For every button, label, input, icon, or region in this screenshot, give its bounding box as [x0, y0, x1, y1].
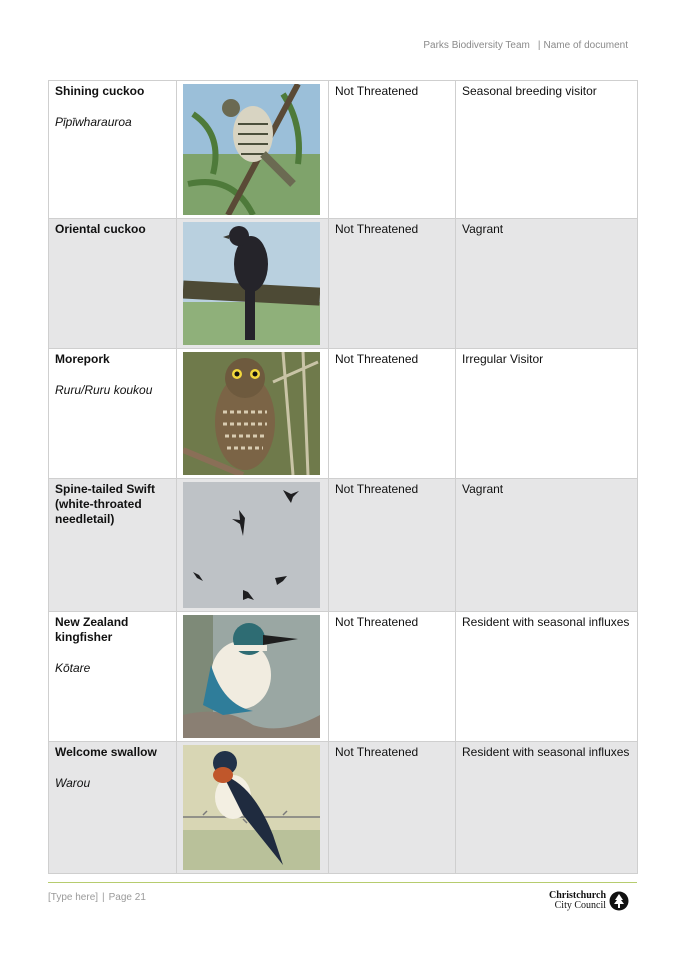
status-cell: Not Threatened — [329, 81, 456, 219]
photo-cell — [177, 349, 329, 479]
status-cell: Not Threatened — [329, 219, 456, 349]
photo-cell — [177, 219, 329, 349]
header-team: Parks Biodiversity Team — [423, 40, 530, 51]
council-logo — [549, 891, 629, 911]
morepork-photo — [183, 352, 320, 475]
name-cell — [49, 612, 177, 742]
photo-cell — [177, 479, 329, 612]
common-name: Oriental cuckoo — [55, 222, 146, 236]
common-name: Morepork — [55, 352, 110, 366]
occurrence-cell: Seasonal breeding visitor — [456, 81, 638, 219]
photo-cell — [177, 81, 329, 219]
table-row — [49, 219, 638, 349]
status-cell: Not Threatened — [329, 349, 456, 479]
status-cell: Not Threatened — [329, 612, 456, 742]
name-cell — [49, 349, 177, 479]
maori-name: Kōtare — [55, 661, 91, 675]
footer-divider — [48, 882, 637, 883]
occurrence-cell: Vagrant — [456, 219, 638, 349]
table-row — [49, 742, 638, 874]
occurrence-cell: Irregular Visitor — [456, 349, 638, 479]
photo-cell — [177, 742, 329, 874]
table-row — [49, 81, 638, 219]
kingfisher-photo — [183, 615, 320, 738]
oriental-cuckoo-photo — [183, 222, 320, 345]
footer-page-info — [48, 892, 146, 903]
logo-line-1: Christchurch — [549, 890, 607, 901]
common-name: Shining cuckoo — [55, 84, 145, 98]
header-doc-name: Name of document — [543, 40, 628, 51]
photo-cell — [177, 612, 329, 742]
footer-separator: | — [102, 892, 105, 903]
header-separator: | — [537, 40, 541, 51]
status-cell: Not Threatened — [329, 479, 456, 612]
table-row — [49, 479, 638, 612]
council-emblem-icon — [609, 891, 629, 911]
page-number: Page 21 — [108, 892, 146, 903]
common-name: Spine-tailed Swift (white-throated needletail) — [55, 482, 156, 526]
status-cell: Not Threatened — [329, 742, 456, 874]
occurrence-cell: Resident with seasonal influxes — [456, 612, 638, 742]
maori-name: Ruru/Ruru koukou — [55, 383, 153, 397]
maori-name: Warou — [55, 776, 91, 790]
page-header — [423, 40, 628, 51]
maori-name: Pīpīwharauroa — [55, 115, 132, 129]
welcome-swallow-photo — [183, 745, 320, 870]
logo-line-2: City Council — [554, 900, 607, 911]
shining-cuckoo-photo — [183, 84, 320, 215]
table-row — [49, 612, 638, 742]
common-name: New Zealand kingfisher — [55, 615, 129, 644]
spine-tailed-swift-photo — [183, 482, 320, 608]
occurrence-cell: Vagrant — [456, 479, 638, 612]
common-name: Welcome swallow — [55, 745, 157, 759]
logo-text — [549, 891, 606, 911]
name-cell — [49, 219, 177, 349]
name-cell — [49, 742, 177, 874]
name-cell — [49, 81, 177, 219]
bird-table — [48, 80, 638, 874]
name-cell — [49, 479, 177, 612]
table-row — [49, 349, 638, 479]
occurrence-cell: Resident with seasonal influxes — [456, 742, 638, 874]
footer-placeholder: [Type here] — [48, 892, 99, 903]
